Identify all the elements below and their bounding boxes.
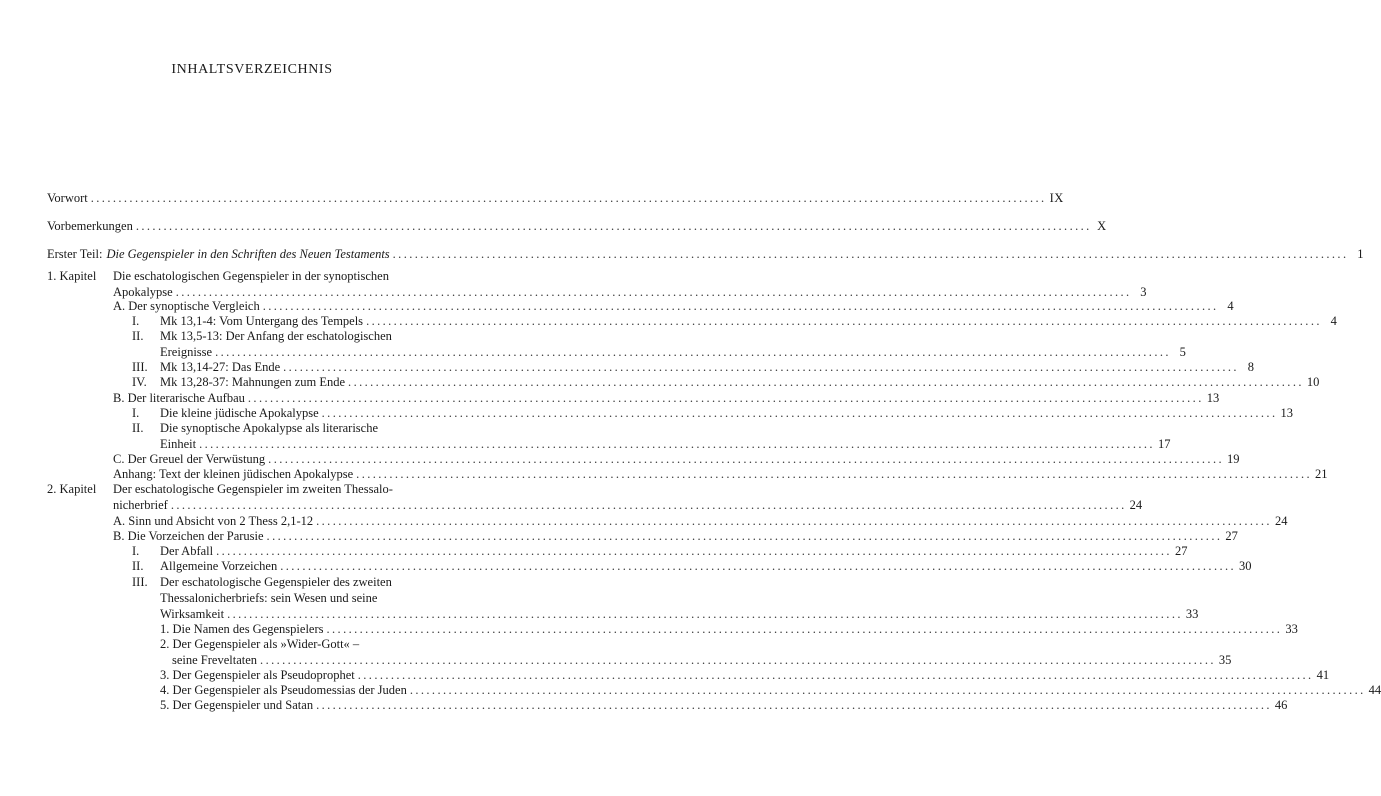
- leader-dots: .............................................................................................................................................................................: [170, 498, 1127, 512]
- page-number: 4: [1227, 299, 1234, 313]
- page-number: 30: [1239, 559, 1252, 573]
- leader-dots: .............................................................................................................................................................................: [90, 191, 1047, 205]
- toc-entry-vorbemerkungen: [47, 218, 1107, 234]
- leader-dots: .............................................................................................................................................................................: [268, 452, 1224, 466]
- page-number: 33: [1285, 622, 1298, 636]
- section-label: Anhang: Text der kleinen jüdischen Apokalypse: [113, 467, 354, 481]
- subsection-label-line: Thessalonicherbriefs: sein Wesen und seine: [160, 591, 378, 605]
- section-label: B. Der literarische Aufbau: [113, 391, 245, 405]
- leader-dots: .............................................................................................................................................................................: [227, 607, 1183, 621]
- part-title: Die Gegenspieler in den Schriften des Neuen Testaments: [106, 247, 390, 261]
- leader-dots: .............................................................................................................................................................................: [283, 360, 1239, 374]
- page-number: 19: [1227, 452, 1240, 466]
- page-number: X: [1097, 219, 1107, 233]
- page-number: 27: [1225, 529, 1238, 543]
- page-title: INHALTSVERZEICHNIS: [171, 62, 333, 77]
- chapter-label: 2. Kapitel: [47, 482, 97, 496]
- subsection-number: II.: [132, 559, 144, 573]
- leader-dots: .............................................................................................................................................................................: [216, 544, 1172, 558]
- leader-dots: .............................................................................................................................................................................: [392, 247, 1349, 261]
- section-label: A. Sinn und Absicht von 2 Thess 2,1-12: [113, 514, 314, 528]
- toc-entry-item: [160, 697, 1288, 713]
- toc-entry-subsection: [160, 558, 1252, 574]
- page-number: 3: [1140, 285, 1147, 299]
- item-label: 1. Die Namen des Gegenspielers: [160, 622, 324, 636]
- chapter-title-line: Die eschatologischen Gegenspieler in der synoptischen: [113, 269, 389, 283]
- subsection-label-line: Einheit: [160, 437, 197, 451]
- page-number: 8: [1247, 360, 1254, 374]
- item-label: 3. Der Gegenspieler als Pseudoprophet: [160, 668, 355, 682]
- chapter-title-line: Apokalypse: [113, 285, 173, 299]
- leader-dots: .............................................................................................................................................................................: [321, 406, 1278, 420]
- section-label: A. Der synoptische Vergleich: [113, 299, 260, 313]
- subsection-number: I.: [132, 314, 140, 328]
- leader-dots: .............................................................................................................................................................................: [260, 653, 1216, 667]
- toc-entry-section: [113, 298, 1234, 314]
- toc-entry-part-one: [47, 246, 1364, 262]
- subsection-label-line: Ereignisse: [160, 345, 213, 359]
- page-number: 24: [1274, 514, 1288, 528]
- subsection-number: IV.: [132, 375, 147, 389]
- subsection-label-line: Wirksamkeit: [160, 607, 225, 621]
- subsection-label: Mk 13,28-37: Mahnungen zum Ende: [160, 375, 346, 389]
- toc-entry-subsection: [160, 606, 1199, 622]
- entry-label: Vorbemerkungen: [47, 219, 133, 233]
- leader-dots: .............................................................................................................................................................................: [280, 559, 1237, 573]
- toc-entry-section: [113, 513, 1288, 529]
- chapter-title-line: Der eschatologische Gegenspieler im zweiten Thessalo-: [113, 482, 393, 496]
- subsection-label-line: Mk 13,5-13: Der Anfang der eschatologischen: [160, 329, 392, 343]
- leader-dots: .............................................................................................................................................................................: [247, 391, 1204, 405]
- subsection-number: II.: [132, 329, 144, 343]
- subsection-label: Allgemeine Vorzeichen: [160, 559, 278, 573]
- section-label: B. Die Vorzeichen der Parusie: [113, 529, 264, 543]
- leader-dots: .............................................................................................................................................................................: [316, 698, 1272, 712]
- chapter-label: 1. Kapitel: [47, 269, 97, 283]
- toc-entry-subsection: [160, 374, 1320, 390]
- subsection-label: Mk 13,14-27: Das Ende: [160, 360, 281, 374]
- toc-entry-appendix: [113, 466, 1328, 482]
- leader-dots: .............................................................................................................................................................................: [316, 514, 1272, 528]
- page-number: 17: [1157, 437, 1171, 451]
- toc-entry-item: [172, 652, 1232, 668]
- leader-dots: .............................................................................................................................................................................: [357, 668, 1314, 682]
- leader-dots: .............................................................................................................................................................................: [135, 219, 1092, 233]
- toc-entry-subsection: [160, 543, 1188, 559]
- page-number: 13: [1206, 391, 1220, 405]
- leader-dots: .............................................................................................................................................................................: [262, 299, 1219, 313]
- item-label: 4. Der Gegenspieler als Pseudomessias der Juden: [160, 683, 407, 697]
- page-number: 46: [1274, 698, 1288, 712]
- toc-entry-subsection: [160, 313, 1337, 329]
- subsection-number: I.: [132, 544, 140, 558]
- toc-entry-subsection: [160, 359, 1254, 375]
- toc-entry-chapter-2: [113, 497, 1143, 513]
- page-number: 33: [1185, 607, 1199, 621]
- subsection-label-line: Die synoptische Apokalypse als literarische: [160, 421, 378, 435]
- subsection-label: Die kleine jüdische Apokalypse: [160, 406, 319, 420]
- toc-entry-subsection: [160, 436, 1171, 452]
- leader-dots: .............................................................................................................................................................................: [326, 622, 1283, 636]
- item-label-line: 2. Der Gegenspieler als »Wider-Gott« –: [160, 637, 360, 651]
- subsection-number: II.: [132, 421, 144, 435]
- leader-dots: .............................................................................................................................................................................: [199, 437, 1155, 451]
- leader-dots: .............................................................................................................................................................................: [175, 285, 1132, 299]
- toc-entry-subsection: [160, 405, 1293, 421]
- toc-entry-vorwort: [47, 190, 1064, 206]
- page-number: 1: [1357, 247, 1364, 261]
- page-number: 24: [1129, 498, 1143, 512]
- part-prefix: Erster Teil:: [47, 247, 103, 261]
- page-number: 27: [1174, 544, 1188, 558]
- entry-label: Vorwort: [47, 191, 88, 205]
- page-number: 41: [1316, 668, 1330, 682]
- chapter-title-line: nicherbrief: [113, 498, 168, 512]
- subsection-number: III.: [132, 360, 148, 374]
- toc-entry-section: [113, 528, 1238, 544]
- subsection-label: Mk 13,1-4: Vom Untergang des Tempels: [160, 314, 364, 328]
- subsection-number: I.: [132, 406, 140, 420]
- section-label: C. Der Greuel der Verwüstung: [113, 452, 266, 466]
- leader-dots: .............................................................................................................................................................................: [348, 375, 1304, 389]
- page-number: 4: [1330, 314, 1337, 328]
- item-label-line: seine Freveltaten: [172, 653, 258, 667]
- page-number: IX: [1049, 191, 1064, 205]
- leader-dots: .............................................................................................................................................................................: [215, 345, 1171, 359]
- subsection-number: III.: [132, 575, 148, 589]
- toc-entry-item: [160, 682, 1381, 698]
- toc-entry-item: [160, 667, 1330, 683]
- page-number: 44: [1368, 683, 1381, 697]
- leader-dots: .............................................................................................................................................................................: [366, 314, 1322, 328]
- leader-dots: .............................................................................................................................................................................: [266, 529, 1223, 543]
- toc-entry-item: [160, 621, 1298, 637]
- page-number: 5: [1179, 345, 1186, 359]
- leader-dots: .............................................................................................................................................................................: [356, 467, 1312, 481]
- page-number: 21: [1315, 467, 1328, 481]
- subsection-label: Der Abfall: [160, 544, 214, 558]
- page-number: 35: [1218, 653, 1232, 667]
- toc-entry-section: [113, 451, 1240, 467]
- item-label: 5. Der Gegenspieler und Satan: [160, 698, 314, 712]
- subsection-label-line: Der eschatologische Gegenspieler des zweiten: [160, 575, 392, 589]
- page-number: 13: [1280, 406, 1293, 420]
- leader-dots: .............................................................................................................................................................................: [409, 683, 1366, 697]
- page-number: 10: [1306, 375, 1320, 389]
- toc-entry-subsection: [160, 344, 1186, 360]
- toc-entry-section: [113, 390, 1220, 406]
